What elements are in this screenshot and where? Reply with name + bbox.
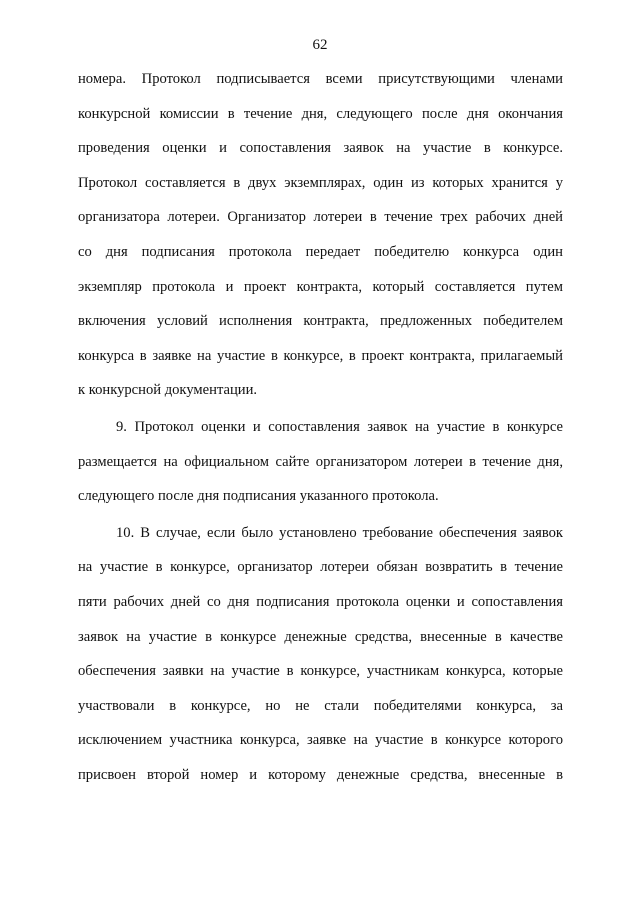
text-line: пяти рабочих дней со дня подписания протокола оценки и сопоставления [78, 593, 563, 610]
text-line: к конкурсной документации. [78, 382, 258, 399]
text-line: конкурсной комиссии в течение дня, следующего после дня окончания [78, 105, 563, 122]
text-line: включения условий исполнения контракта, предложенных победителем [78, 313, 563, 330]
text-line: следующего после дня подписания указанного протокола. [78, 488, 439, 505]
text-line: конкурса в заявке на участие в конкурсе, в проект контракта, прилагаемый [78, 347, 563, 364]
text-line: размещается на официальном сайте организатором лотереи в течение дня, [78, 453, 563, 470]
text-line: обеспечения заявки на участие в конкурсе, участникам конкурса, которые [78, 663, 563, 680]
page-number: 62 [312, 37, 328, 53]
text-line: на участие в конкурсе, организатор лотереи обязан возвратить в течение [78, 559, 563, 576]
text-line: со дня подписания протокола передает победителю конкурса один [78, 243, 563, 260]
text-line: Протокол составляется в двух экземплярах, один из которых хранится у [78, 174, 563, 191]
text-line: заявок на участие в конкурсе денежные средства, внесенные в качестве [78, 628, 563, 645]
text-line: участвовали в конкурсе, но не стали победителями конкурса, за [78, 697, 563, 714]
text-line: экземпляр протокола и проект контракта, который составляется путем [78, 278, 563, 295]
text-line: исключением участника конкурса, заявке на участие в конкурсе которого [78, 732, 563, 749]
text-line: присвоен второй номер и которому денежные средства, внесенные в [78, 766, 563, 783]
body-text [78, 62, 563, 792]
text-line: проведения оценки и сопоставления заявок на участие в конкурсе. [78, 140, 563, 157]
paragraph-9-start: 9. Протокол оценки и сопоставления заявок на участие в конкурсе [116, 418, 563, 435]
text-line: номера. Протокол подписывается всеми присутствующими членами [78, 71, 563, 87]
text-line: организатора лотереи. Организатор лотереи в течение трех рабочих дней [78, 209, 563, 226]
paragraph-10-start: 10. В случае, если было установлено требование обеспечения заявок [116, 524, 563, 541]
